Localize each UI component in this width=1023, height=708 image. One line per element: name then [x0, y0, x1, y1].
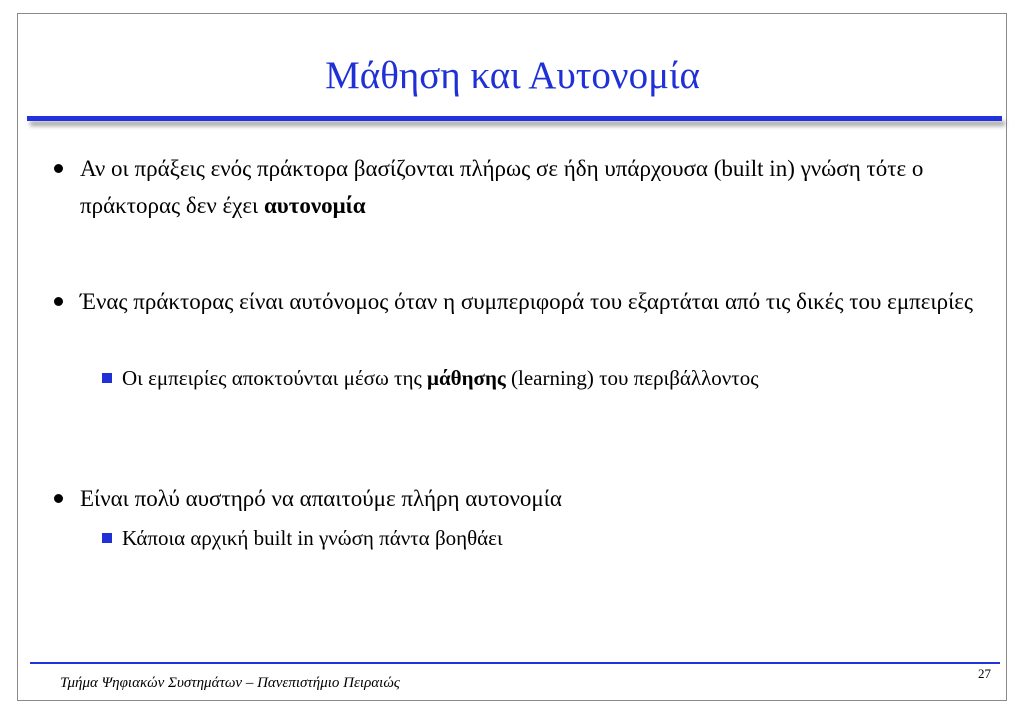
sub-2-after: (learning) του περιβάλλοντος	[505, 366, 759, 390]
page-number: 27	[978, 666, 991, 681]
bullet-1-bold: αυτονομία	[263, 193, 366, 218]
slide-title: Μάθηση και Αυτονομία	[325, 54, 700, 97]
footer-divider	[30, 662, 1000, 664]
bullet-2-text: Ένας πράκτορας είναι αυτόνομος όταν η συμπεριφορά του εξαρτάται από τις δικές του εμπειρίες	[80, 289, 974, 314]
sub-2-before: Οι εμπειρίες αποκτούνται μέσω της	[122, 366, 428, 390]
sub-3-text: Κάποια αρχική built in γνώση πάντα βοηθάει	[122, 526, 503, 550]
square-bullet-icon	[102, 533, 112, 543]
title-divider	[27, 116, 1002, 121]
square-bullet-icon	[102, 373, 112, 383]
sub-2-bold: μάθησης	[427, 366, 506, 390]
sub-item-2-1	[112, 363, 852, 394]
bullet-3-text: Είναι πολύ αυστηρό να απαιτούμε πλήρη αυτονομία	[80, 486, 562, 511]
footer-text: Τμήμα Ψηφιακών Συστημάτων – Πανεπιστήμιο Πειραιώς	[60, 675, 400, 691]
bullet-item-3	[80, 480, 980, 517]
sub-item-3-1	[102, 523, 852, 554]
bullet-1-text: Αν οι πράξεις ενός πράκτορα βασίζονται πλήρως σε ήδη υπάρχουσα (built in) γνώση τότε ο πράκτορας δεν έχει	[80, 156, 924, 218]
bullet-dot-icon	[54, 164, 63, 173]
bullet-dot-icon	[54, 297, 63, 306]
bullet-item-1	[80, 150, 980, 224]
bullet-dot-icon	[54, 494, 63, 503]
bullet-item-2	[80, 283, 980, 320]
